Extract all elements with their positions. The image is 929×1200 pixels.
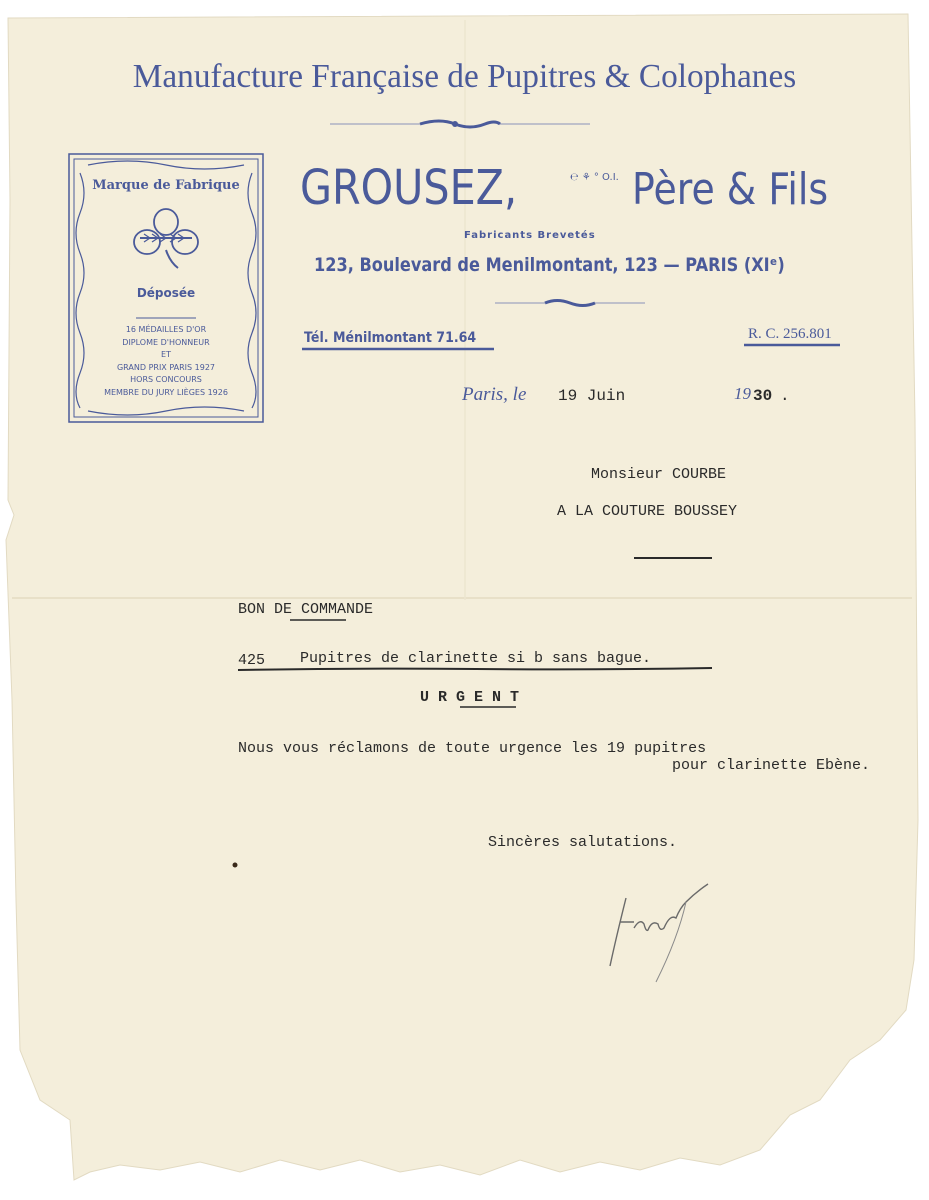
company-decoration: ℮ ⚘ ° O.I. bbox=[570, 172, 619, 183]
company-name: GROUSEZ, bbox=[300, 160, 518, 216]
recipient-rule bbox=[634, 556, 714, 560]
registre-commerce: R. C. 256.801 bbox=[748, 326, 832, 342]
header-ornament-bottom bbox=[495, 296, 645, 310]
medal-line: HORS CONCOURS bbox=[130, 375, 202, 384]
year-dot: . bbox=[780, 387, 790, 405]
medal-line: MEMBRE DU JURY LIÈGES 1926 bbox=[104, 387, 228, 397]
handwritten-signature bbox=[590, 878, 720, 988]
medal-line: DIPLOME D'HONNEUR bbox=[122, 337, 210, 347]
clover-logo-icon bbox=[130, 204, 202, 276]
company-suffix: Père & Fils bbox=[632, 164, 829, 215]
order-underline bbox=[236, 666, 716, 674]
urgent-label: U R G E N T bbox=[420, 689, 520, 706]
place-label: Paris, le bbox=[462, 384, 527, 405]
order-quantity: 425 bbox=[238, 652, 266, 669]
trademark-deposee: Déposée bbox=[136, 286, 196, 300]
medal-line: 16 MÉDAILLES D'OR bbox=[125, 325, 207, 334]
manufacture-heading: Manufacture Française de Pupitres & Colophanes bbox=[132, 58, 797, 95]
medal-line: ET bbox=[161, 350, 171, 359]
recipient-company: A LA COUTURE BOUSSEY bbox=[557, 503, 738, 520]
fabricants-brevetes: Fabricants Brevetés bbox=[464, 230, 596, 241]
body-line-1: Nous vous réclamons de toute urgence les 19 pupitres bbox=[238, 740, 707, 757]
subject-underline bbox=[290, 618, 350, 622]
subject-line: BON DE COMMANDE bbox=[238, 601, 374, 618]
date-typed: 19 Juin bbox=[558, 387, 626, 405]
year-typed: 30 bbox=[753, 387, 773, 405]
rc-underline bbox=[744, 342, 842, 348]
body-line-2: pour clarinette Ebène. bbox=[672, 757, 871, 774]
year-printed: 19 bbox=[734, 384, 751, 403]
company-address: 123, Boulevard de Menilmontant, 123 — PARIS (XIᵉ) bbox=[314, 254, 785, 276]
ink-spot bbox=[232, 862, 238, 868]
header-ornament-top bbox=[330, 116, 590, 132]
recipient-name: Monsieur COURBE bbox=[591, 466, 727, 483]
urgent-underline bbox=[460, 705, 520, 709]
telephone: Tél. Ménilmontant 71.64 bbox=[304, 330, 477, 346]
order-item: Pupitres de clarinette si b sans bague. bbox=[300, 650, 652, 667]
medal-line: GRAND PRIX PARIS 1927 bbox=[116, 362, 216, 372]
closing: Sincères salutations. bbox=[488, 834, 678, 851]
trademark-title: Marque de Fabrique bbox=[92, 178, 240, 193]
medals-list bbox=[68, 324, 264, 399]
telephone-underline bbox=[302, 346, 496, 352]
